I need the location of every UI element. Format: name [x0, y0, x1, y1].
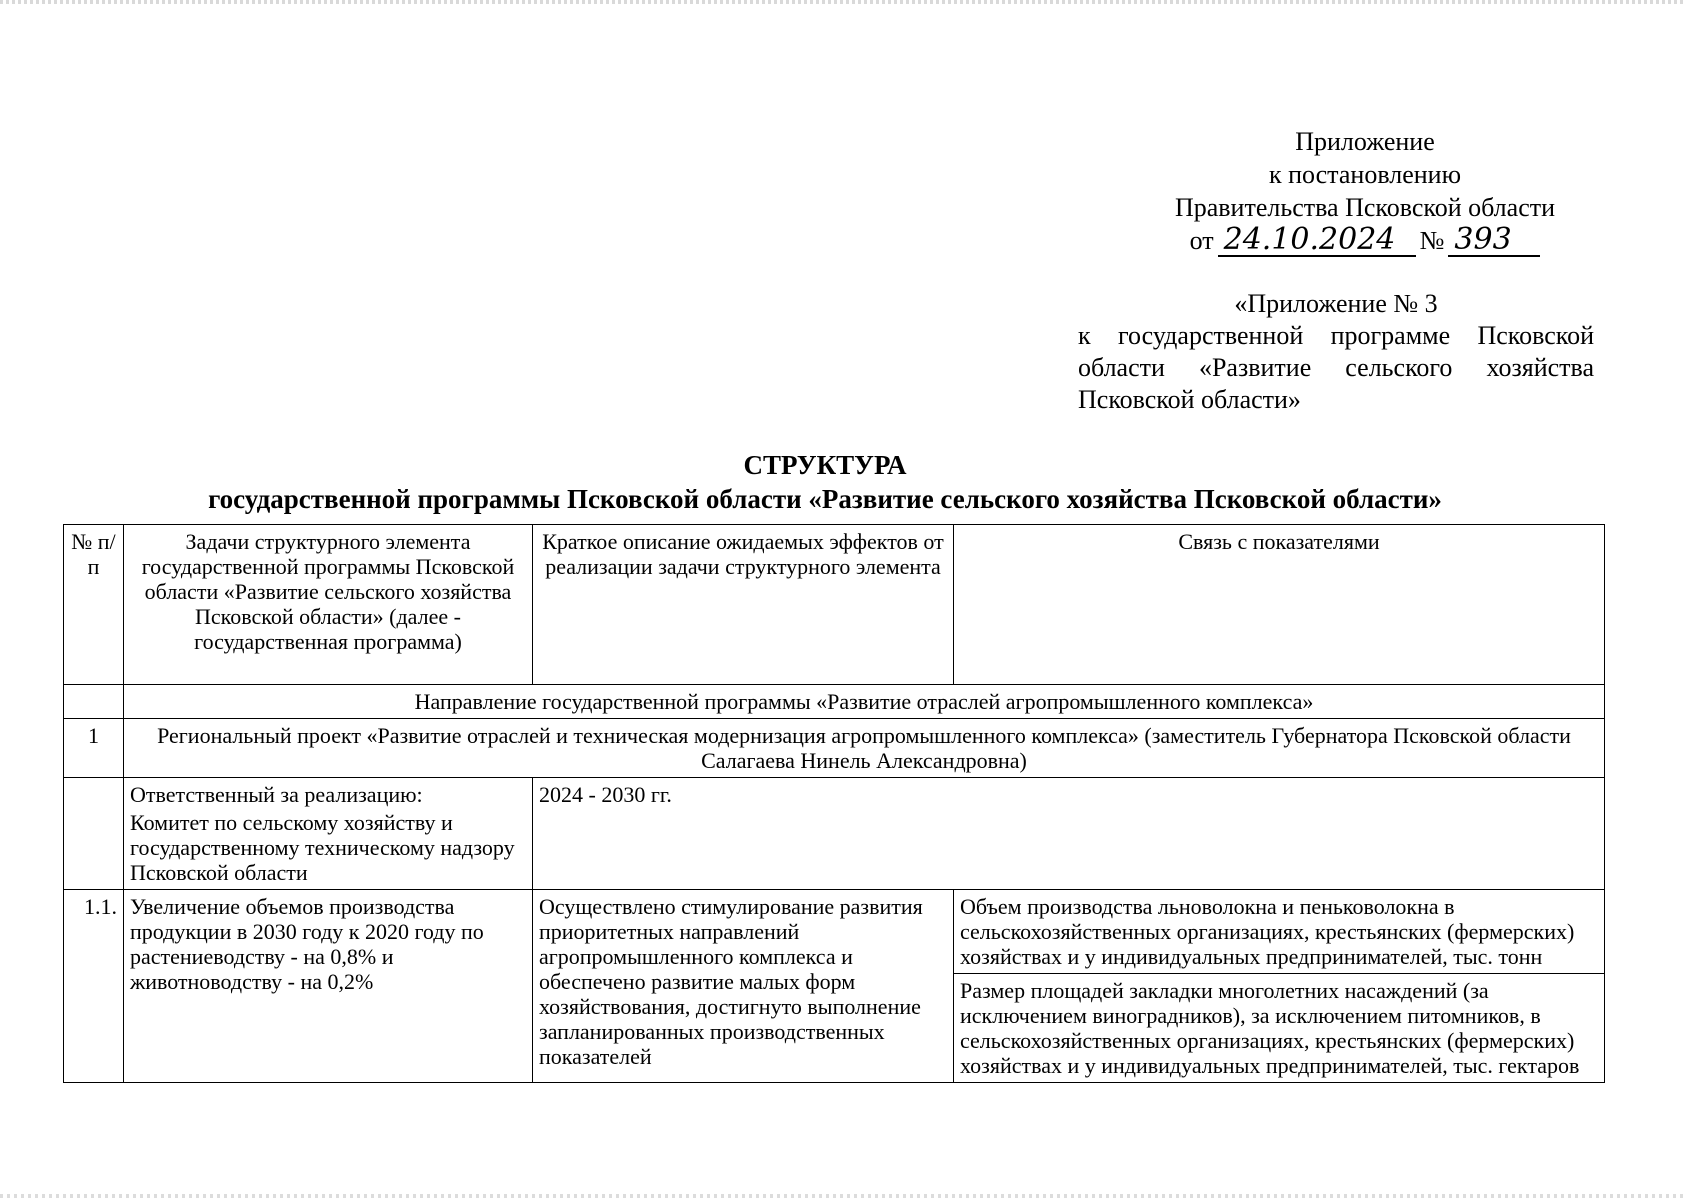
implementation-period: 2024 - 2030 гг. [533, 778, 1605, 890]
handwritten-number: 393 [1448, 225, 1540, 257]
scan-edge-top [0, 0, 1686, 4]
header-number: № п/п [64, 525, 124, 685]
approval-block [1130, 125, 1600, 257]
project-title: Региональный проект «Развитие отраслей и техническая модернизация агропромышленного комплекса» (заместитель Губернатора Псковской области Салагаева Нинель Александровна) [124, 719, 1605, 778]
date-prefix: от [1189, 226, 1214, 255]
responsible-label: Ответственный за реализацию: [130, 782, 423, 807]
indicator-1: Объем производства льноволокна и пеньковолокна в сельскохозяйственных организациях, крестьянских (фермерских) хозяйствах и у индивидуальных предпринимателей, тыс. тонн [954, 890, 1605, 974]
header-indicators: Связь с показателями [954, 525, 1605, 685]
responsible-number-cell [64, 778, 124, 890]
project-row [64, 719, 1605, 778]
annex-block [1078, 288, 1594, 416]
document-title: СТРУКТУРА [743, 450, 907, 480]
task-description: Увеличение объемов производства продукции в 2030 году к 2020 году по растениеводству - на 0,8% и животноводству - на 0,2% [124, 890, 533, 1083]
table-header-row [64, 525, 1605, 685]
header-effects: Краткое описание ожидаемых эффектов от реализации задачи структурного элемента [533, 525, 954, 685]
header-tasks: Задачи структурного элемента государственной программы Псковской области «Развитие сельского хозяйства Псковской области» (далее - государственная программа) [124, 525, 533, 685]
handwritten-date: 24.10.2024 [1218, 225, 1416, 257]
approval-line-1: Приложение [1295, 127, 1435, 156]
structure-table [63, 524, 1605, 1083]
number-prefix: № [1419, 226, 1445, 255]
task-number: 1.1. [64, 890, 124, 1083]
indicator-2: Размер площадей закладки многолетних насаждений (за исключением виноградников), за исключением питомников, в сельскохозяйственных организациях, крестьянских (фермерских) хозяйствах и у индивидуальных предпринимателей, тыс. гектаров [954, 974, 1605, 1083]
task-row [64, 890, 1605, 974]
responsible-row [64, 778, 1605, 890]
responsible-name: Комитет по сельскому хозяйству и государственному техническому надзору Псковской области [130, 810, 515, 885]
responsible-cell [124, 778, 533, 890]
approval-line-2: к постановлению [1268, 160, 1462, 189]
project-number: 1 [64, 719, 124, 778]
annex-text: к государственной программе Псковской области «Развитие сельского хозяйства Псковской области» [1078, 321, 1594, 414]
direction-row [64, 685, 1605, 719]
document-title-block [150, 448, 1500, 516]
document-subtitle: государственной программы Псковской области «Развитие сельского хозяйства Псковской области» [208, 484, 1442, 514]
direction-cell: Направление государственной программы «Развитие отраслей агропромышленного комплекса» [124, 685, 1605, 719]
annex-title: «Приложение № 3 [1234, 289, 1438, 318]
direction-number-cell [64, 685, 124, 719]
scan-edge-bottom [0, 1194, 1686, 1198]
approval-line-3: Правительства Псковской области [1174, 193, 1556, 222]
task-effect: Осуществлено стимулирование развития приоритетных направлений агропромышленного комплекса и обеспечено развитие малых форм хозяйствования, достигнуто выполнение запланированных производственных показателей [533, 890, 954, 1083]
approval-date-line [1130, 224, 1600, 257]
